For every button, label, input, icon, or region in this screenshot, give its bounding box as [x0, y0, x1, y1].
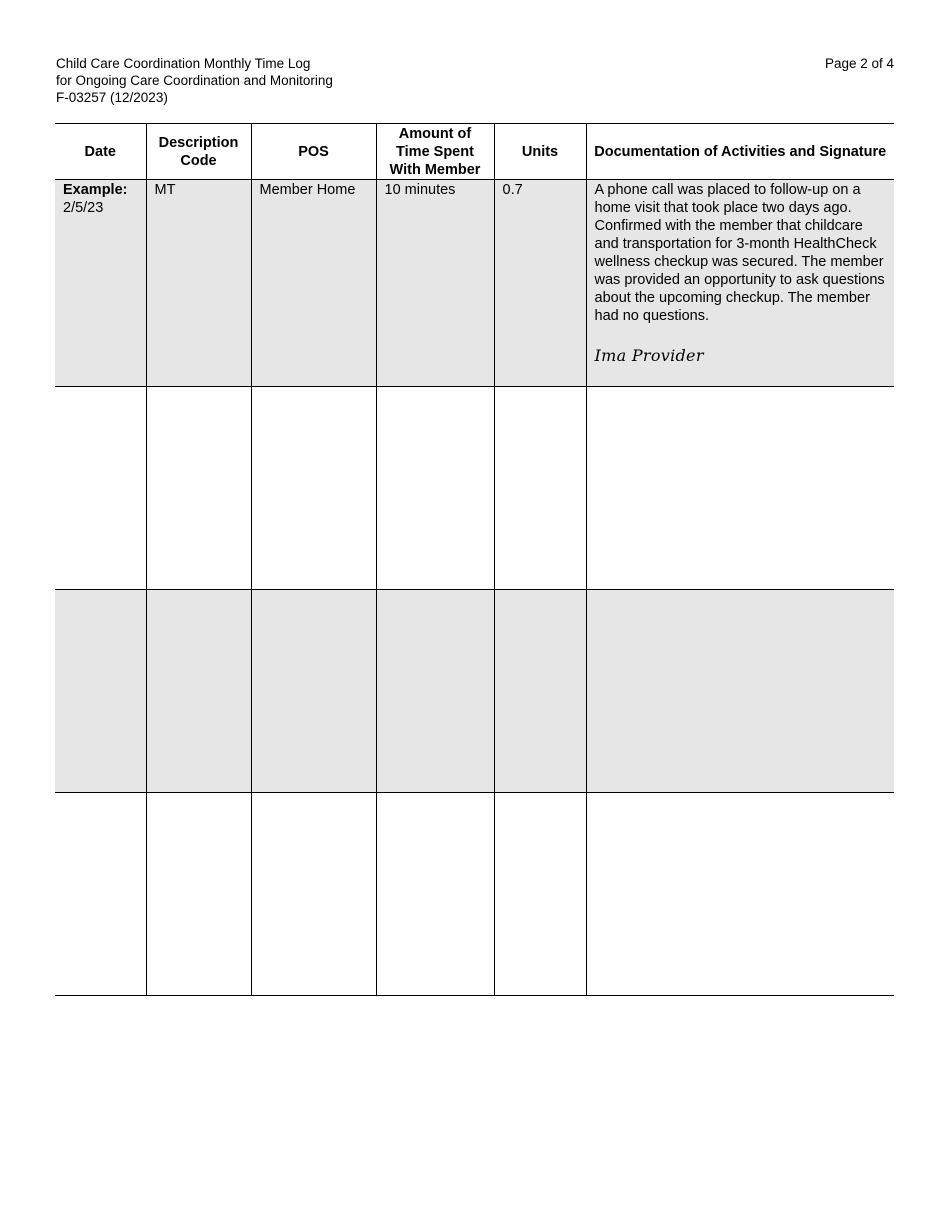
units-cell[interactable]	[494, 590, 586, 793]
form-title-line-1: Child Care Coordination Monthly Time Log	[56, 56, 311, 71]
column-header-units: Units	[494, 124, 586, 180]
date-cell[interactable]	[55, 387, 146, 590]
table-row	[55, 387, 894, 590]
example-date: 2/5/23	[63, 200, 104, 216]
column-header-description-code: Description Code	[146, 124, 251, 180]
description-code-cell[interactable]	[146, 387, 251, 590]
column-header-pos: POS	[251, 124, 376, 180]
example-time-spent: 10 minutes	[376, 180, 494, 387]
pos-cell[interactable]	[251, 793, 376, 996]
form-header	[56, 55, 333, 106]
example-documentation: A phone call was placed to follow-up on a home visit that took place two days ago. Confirmed with the member that childcare and transportation for 3-month HealthCheck wellness checkup was secured. The member was provided an opportunity to ask questions about the upcoming checkup. The member had no questions.	[594, 182, 885, 324]
column-header-documentation: Documentation of Activities and Signature	[586, 124, 894, 180]
pos-cell[interactable]	[251, 590, 376, 793]
time-log-table	[55, 123, 894, 996]
example-row	[55, 180, 894, 387]
units-cell[interactable]	[494, 387, 586, 590]
time-spent-cell[interactable]	[376, 387, 494, 590]
documentation-cell[interactable]	[586, 793, 894, 996]
description-code-cell[interactable]	[146, 793, 251, 996]
form-title-line-2: for Ongoing Care Coordination and Monitoring	[56, 73, 333, 88]
example-signature: Ima Provider	[594, 346, 704, 365]
example-date-cell	[55, 180, 146, 387]
example-units: 0.7	[494, 180, 586, 387]
table-row	[55, 793, 894, 996]
page-indicator: Page 2 of 4	[824, 56, 894, 71]
column-header-date: Date	[55, 124, 146, 180]
example-description-code: MT	[146, 180, 251, 387]
documentation-cell[interactable]	[586, 590, 894, 793]
time-spent-cell[interactable]	[376, 590, 494, 793]
documentation-cell[interactable]	[586, 387, 894, 590]
example-label: Example:	[63, 182, 128, 198]
example-documentation-cell	[586, 180, 894, 387]
table-row	[55, 590, 894, 793]
date-cell[interactable]	[55, 793, 146, 996]
column-header-time-spent: Amount of Time Spent With Member	[376, 124, 494, 180]
pos-cell[interactable]	[251, 387, 376, 590]
units-cell[interactable]	[494, 793, 586, 996]
form-number: F-03257 (12/2023)	[56, 90, 168, 105]
time-spent-cell[interactable]	[376, 793, 494, 996]
description-code-cell[interactable]	[146, 590, 251, 793]
example-pos: Member Home	[251, 180, 376, 387]
date-cell[interactable]	[55, 590, 146, 793]
table-header-row	[55, 124, 894, 180]
